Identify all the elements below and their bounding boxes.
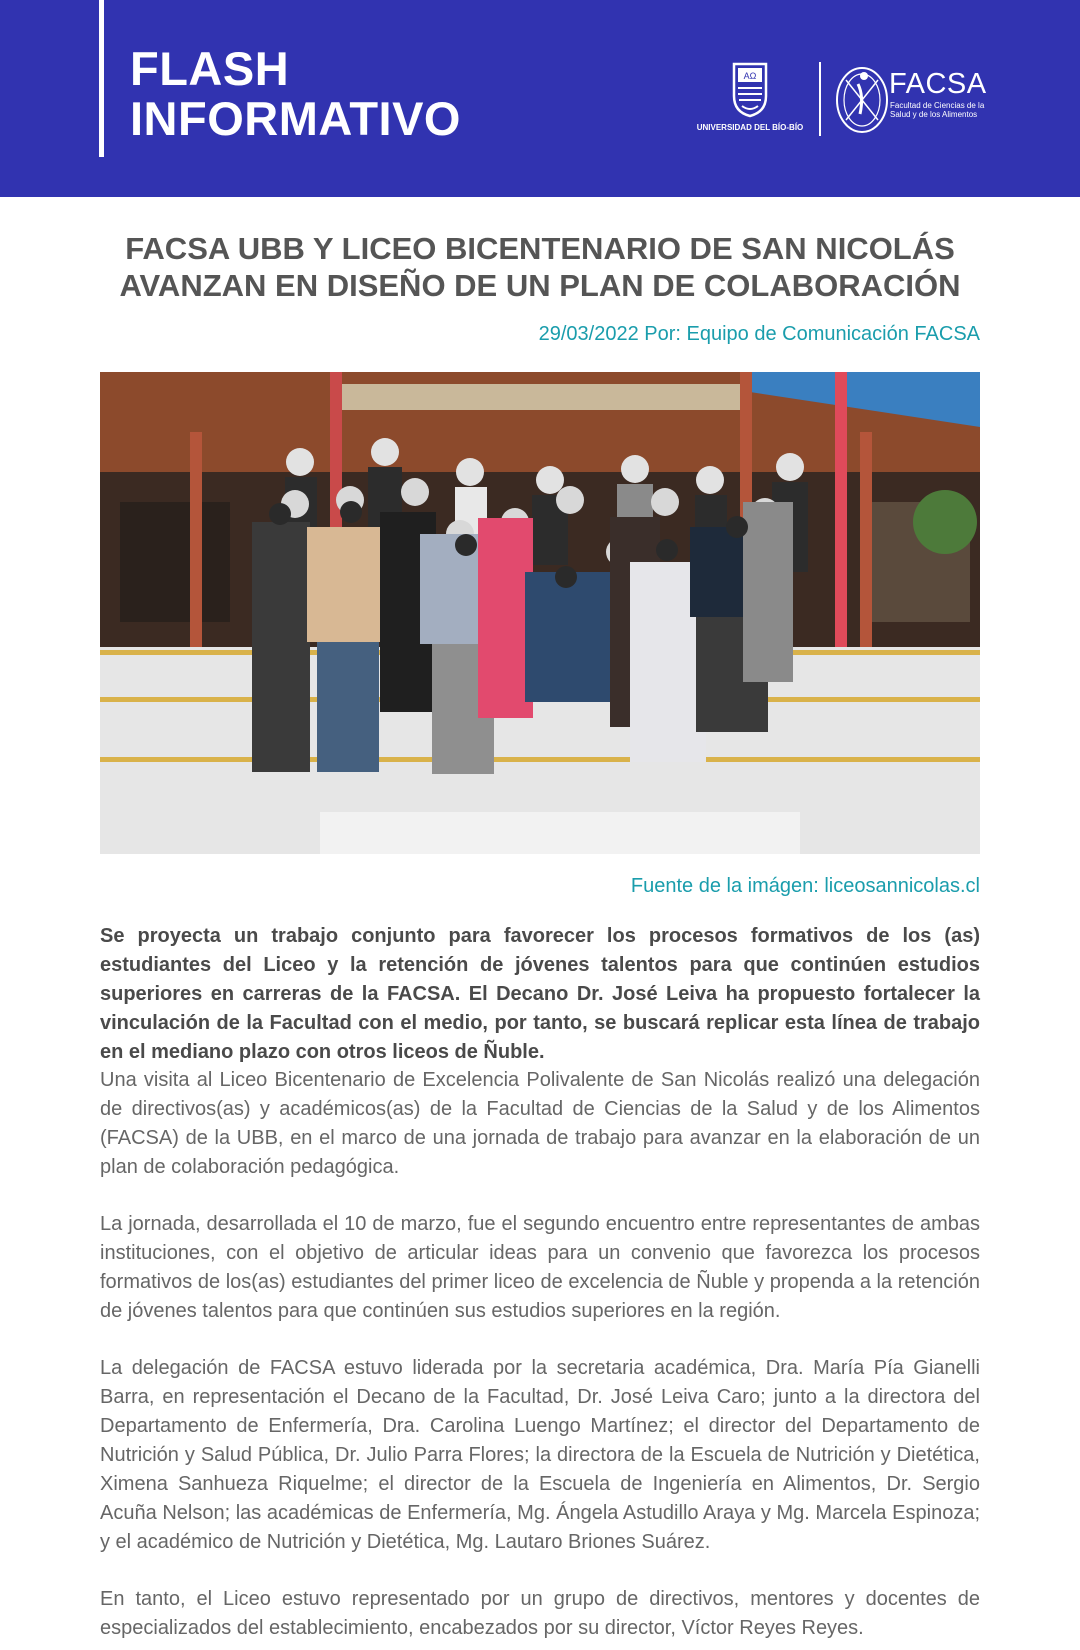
flash-title [130,44,461,144]
ubb-logo [690,60,810,136]
article-title [100,230,980,304]
article-title-line1: FACSA UBB Y LICEO BICENTENARIO DE SAN NICOLÁS [125,231,955,266]
article-paragraph-1: Una visita al Liceo Bicentenario de Excelencia Polivalente de San Nicolás realizó una delegación de directivos(as) y académicos(as) de la Facultad de Ciencias de la Salud y de los Alimentos (FACSA) de la UBB, en el marco de una jornada de trabajo para avanzar en la elaboración de un plan de colaboración pedagógica. [100,1069,980,1178]
header-divider-bar [99,0,104,157]
facsa-subtitle [890,101,1000,119]
article-byline: 29/03/2022 Por: Equipo de Comunicación FACSA [538,323,980,345]
article-paragraph-4: En tanto, el Liceo estuvo representado por un grupo de directivos, mentores y docentes de especializados del establecimiento, encabezados por su director, Víctor Reyes Reyes. [100,1588,980,1639]
ubb-crest-icon [732,60,768,118]
flash-title-line1: FLASH [130,42,290,95]
facsa-emblem-icon [832,60,892,138]
article-paragraph-2: La jornada, desarrollada el 10 de marzo, fue el segundo encuentro entre representantes de ambas instituciones, con el objetivo de articular ideas para un convenio que favorezca los procesos formativos de los(as) estudiantes del primer liceo de excelencia de Ñuble y propenda a la retención de jóvenes talentos para que continúen sus estudios superiores en la región. [100,1213,980,1322]
facsa-subtitle-line2: Salud y de los Alimentos [890,110,978,119]
group-photo [100,372,980,854]
photo-caption: Fuente de la imágen: liceosannicolas.cl [630,875,980,897]
article-paragraph-3: La delegación de FACSA estuvo liderada por la secretaria académica, Dra. María Pía Gianelli Barra, en representación el Decano de la Facultad, Dr. José Leiva Caro; junto a la directora del Departamento de Enfermería, Dra. Carolina Luengo Martínez; el director del Departamento de Nutrición y Salud Pública, Dr. Julio Parra Flores; la directora de la Escuela de Nutrición y Dietética, Ximena Sanhueza Riquelme; el director de la Escuela de Ingeniería en Alimentos, Dr. Sergio Acuña Nelson; las académicas de Enfermería, Mg. Ángela Astudillo Araya y Mg. Marcela Espinoza; y el académico de Nutrición y Dietética, Mg. Lautaro Briones Suárez. [100,1357,980,1553]
svg-text:ΑΩ: ΑΩ [743,71,757,81]
ubb-name: UNIVERSIDAD DEL BÍO-BÍO [696,123,804,132]
logo-separator [819,62,821,136]
facsa-wordmark: FACSA [889,68,987,100]
article-title-line2: AVANZAN EN DISEÑO DE UN PLAN DE COLABORACIÓN [119,268,961,303]
facsa-subtitle-line1: Facultad de Ciencias de la [890,101,985,110]
group-photo-image [100,372,980,854]
header-banner [0,0,1080,197]
article-lead: Se proyecta un trabajo conjunto para favorecer los procesos formativos de los (as) estudiantes del Liceo y la retención de jóvenes talentos para que continúen estudios superiores en carreras de la FACSA. El Decano Dr. José Leiva ha propuesto fortalecer la vinculación de la Facultad con el medio, por tanto, se buscará replicar esta línea de trabajo en el mediano plazo con otros liceos de Ñuble. [100,925,980,1063]
facsa-logo [832,60,992,138]
flash-title-line2: INFORMATIVO [130,92,461,145]
